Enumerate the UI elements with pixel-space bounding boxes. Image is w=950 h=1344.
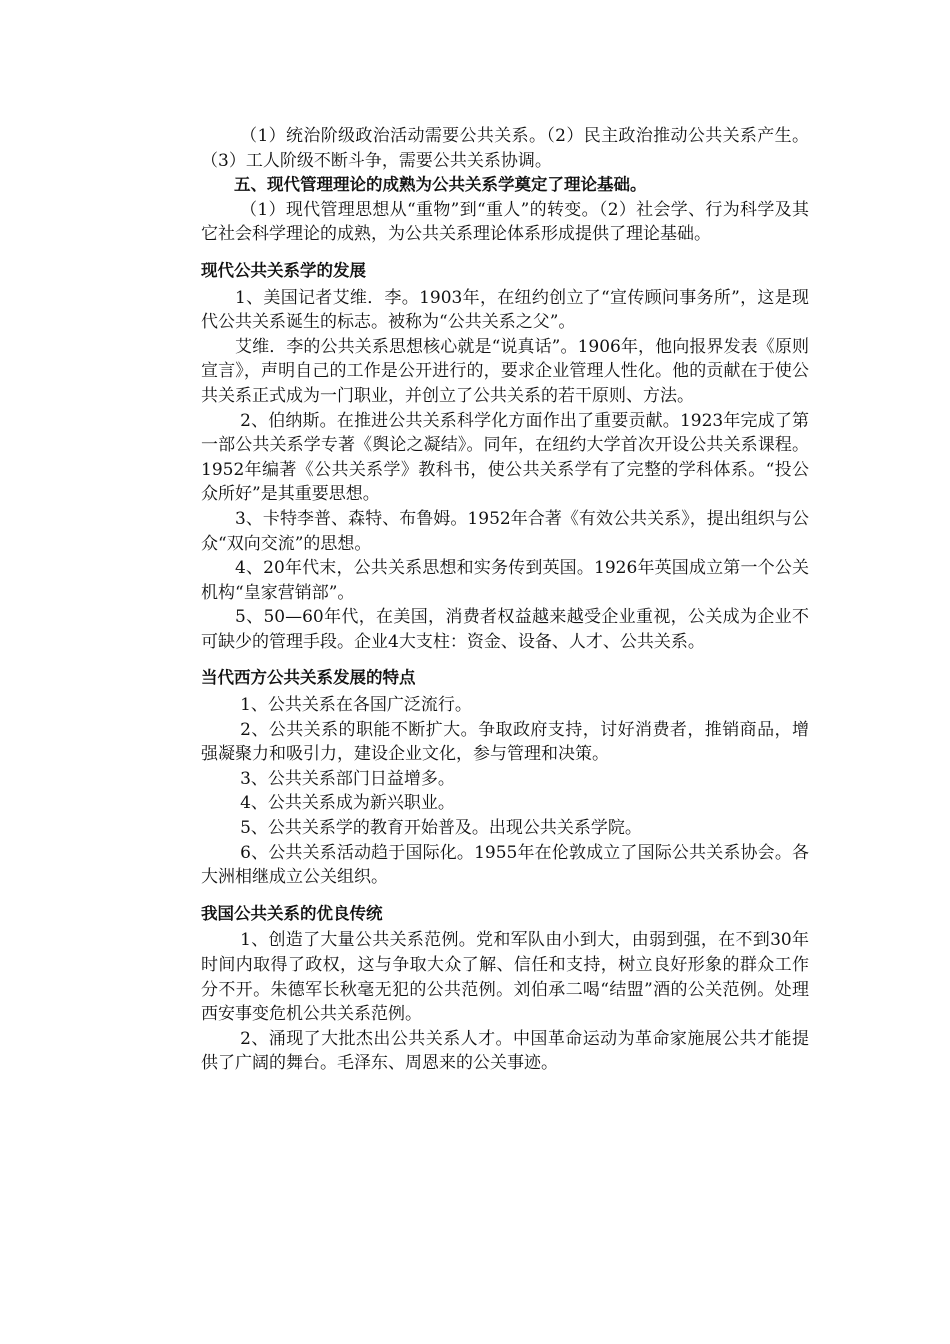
paragraph: 5、公共关系学的教育开始普及。出现公共关系学院。 [240, 818, 642, 839]
section-heading: 现代公共关系学的发展 [201, 260, 366, 280]
paragraph: 2、涌现了大批杰出公共关系人才。中国革命运动为革命家施展公共才能提供了广阔的舞台。毛泽东、周恩来的公关事迹。 [201, 1028, 809, 1074]
paragraph: 4、20年代末，公共关系思想和实务传到英国。1926年英国成立第一个公关机构“皇家营销部”。 [201, 558, 809, 603]
paragraph: 3、卡特李普、森特、布鲁姆。1952年合著《有效公共关系》，提出组织与公众“双向交流”的思想。 [201, 508, 809, 554]
document-body [201, 124, 809, 1076]
section-modern-pr-development [201, 259, 809, 655]
paragraph: 2、伯纳斯。在推进公共关系科学化方面作出了重要贡献。1923年完成了第一部公共关系学专著《舆论之凝结》。同年，在纽约大学首次开设公共关系课程。1952年编著《公共关系学》教科书，使公共关系学有了完整的学科体系。“投公众所好”是其重要思想。 [201, 410, 809, 505]
intro-paragraph-2: （1）现代管理思想从“重物”到“重人”的转变。（2）社会学、行为科学及其它社会科学理论的成熟，为公共关系理论体系形成提供了理论基础。 [201, 199, 809, 245]
paragraph: 4、公共关系成为新兴职业。 [240, 793, 455, 814]
paragraph: 5、50—60年代，在美国，消费者权益越来越受企业重视，公关成为企业不可缺少的管理手段。企业4大支柱：资金、设备、人才、公共关系。 [201, 607, 809, 652]
paragraph: 1、美国记者艾维．李。1903年，在纽约创立了“宣传顾问事务所”，这是现代公共关系诞生的标志。被称为“公共关系之父”。 [201, 287, 809, 333]
heading-five: 五、现代管理理论的成熟为公共关系学奠定了理论基础。 [234, 175, 647, 195]
paragraph: 1、公共关系在各国广泛流行。 [240, 695, 472, 716]
paragraph: 2、公共关系的职能不断扩大。争取政府支持，讨好消费者，推销商品，增强凝聚力和吸引力，建设企业文化，参与管理和决策。 [201, 719, 809, 765]
paragraph: 艾维．李的公共关系思想核心就是“说真话”。1906年，他向报界发表《原则宣言》，声明自己的工作是公开进行的，要求企业管理人性化。他的贡献在于使公共关系正式成为一门职业，并创立了公共关系的若干原则、方法。 [201, 336, 809, 406]
paragraph: 1、创造了大量公共关系范例。党和军队由小到大，由弱到强，在不到30年时间内取得了政权，这与争取大众了解、信任和支持，树立良好形象的群众工作分不开。朱德军长秋毫无犯的公共范例。刘伯承二喝“结盟”酒的公关范例。处理西安事变危机公共关系范例。 [201, 930, 809, 1025]
paragraph: 6、公共关系活动趋于国际化。1955年在伦敦成立了国际公共关系协会。各大洲相继成立公关组织。 [201, 842, 809, 888]
section-china-pr-tradition [201, 902, 809, 1076]
section-heading: 我国公共关系的优良传统 [201, 903, 383, 923]
section-western-pr-features [201, 666, 809, 889]
paragraph: 3、公共关系部门日益增多。 [240, 768, 455, 789]
section-heading: 当代西方公共关系发展的特点 [201, 668, 416, 688]
intro-paragraph-1: （1）统治阶级政治活动需要公共关系。（2）民主政治推动公共关系产生。（3）工人阶级不断斗争，需要公共关系协调。 [201, 126, 809, 171]
